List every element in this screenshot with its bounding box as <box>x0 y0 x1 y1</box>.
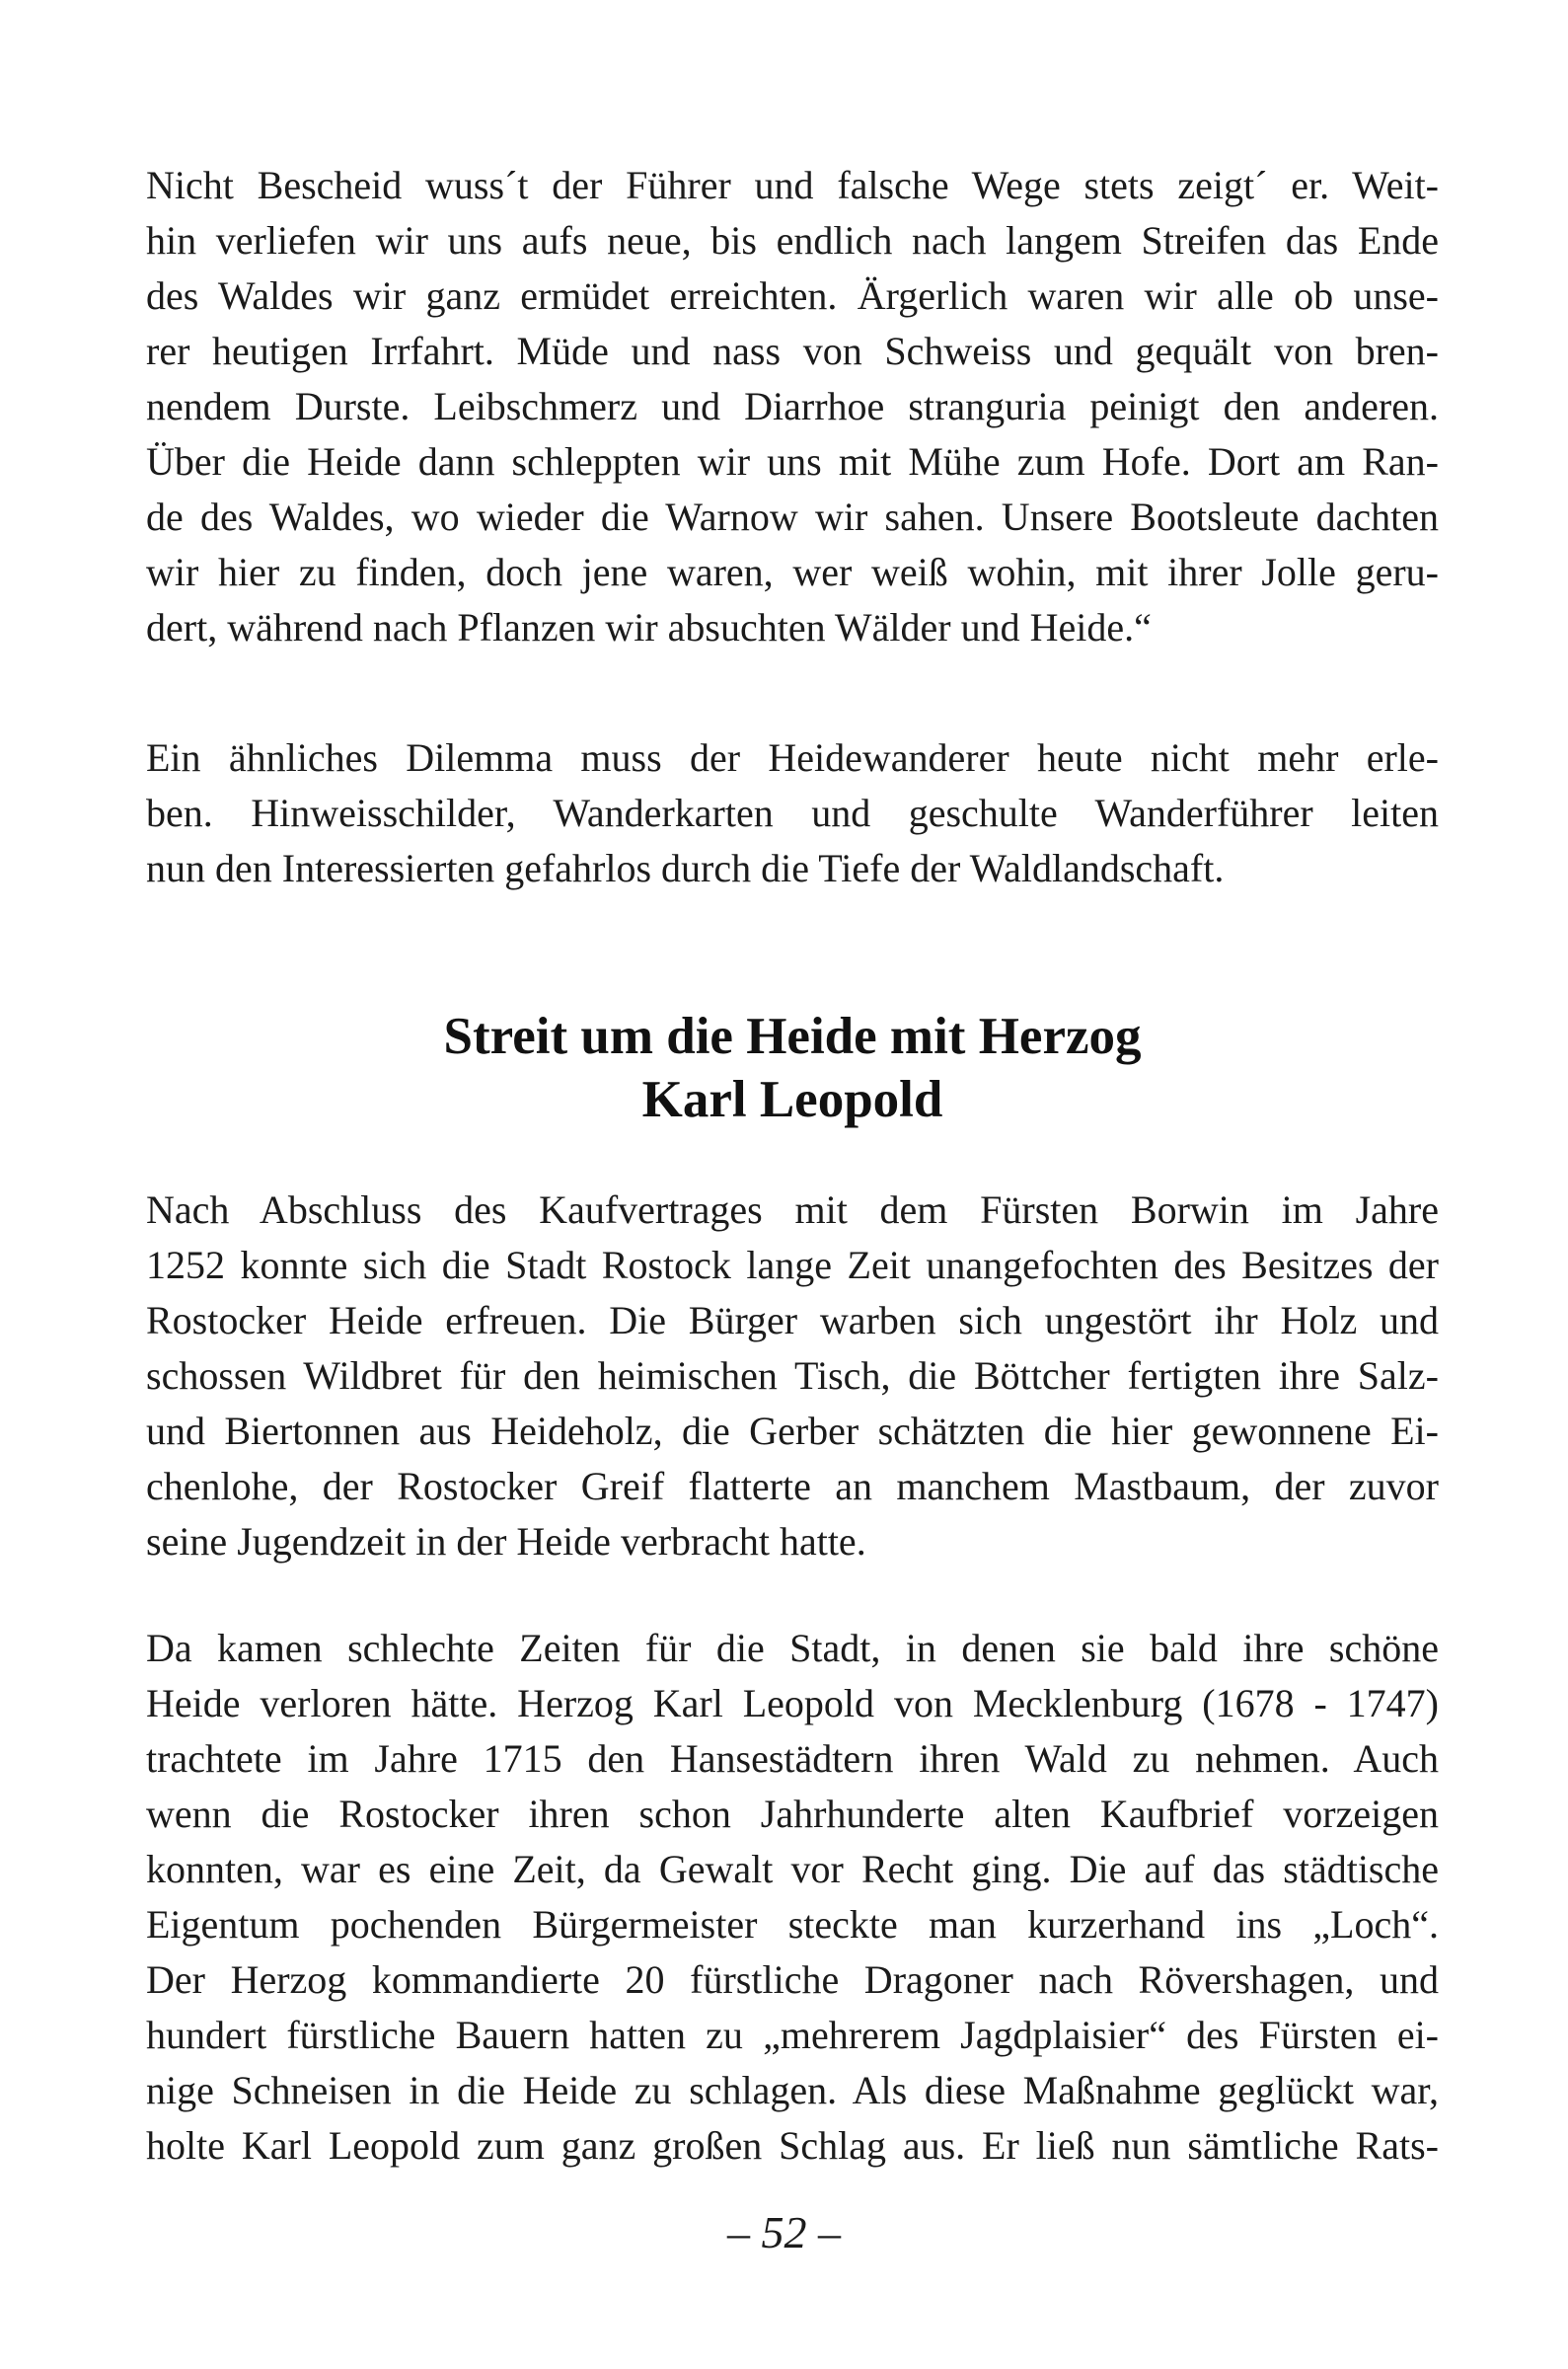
paragraph-kaufvertrag <box>146 1183 1439 1569</box>
text-line: Heide verloren hätte. Herzog Karl Leopold von Mecklenburg (1678 - 1747) <box>146 1681 1439 1725</box>
paragraph-quote-ending <box>146 158 1439 655</box>
page-number: – 52 – <box>727 2207 841 2257</box>
heading-line-2: Karl Leopold <box>641 1071 943 1128</box>
paragraph-schlechte-zeiten <box>146 1621 1439 2174</box>
text-line: Nicht Bescheid wuss´t der Führer und falsche Wege stets zeigt´ er. Weit- <box>146 163 1439 207</box>
text-line: konnten, war es eine Zeit, da Gewalt vor Recht ging. Die auf das städtische <box>146 1847 1439 1891</box>
text-line: hundert fürstliche Bauern hatten zu „mehrerem Jagdplaisier“ des Fürsten ei- <box>146 2013 1439 2057</box>
text-line: nige Schneisen in die Heide zu schlagen. Als diese Maßnahme geglückt war, <box>146 2068 1439 2112</box>
text-line: hin verliefen wir uns aufs neue, bis endlich nach langem Streifen das Ende <box>146 218 1439 263</box>
text-line: wenn die Rostocker ihren schon Jahrhunderte alten Kaufbrief vorzeigen <box>146 1792 1439 1836</box>
text-line: schossen Wildbret für den heimischen Tisch, die Böttcher fertigten ihre Salz- <box>146 1353 1439 1398</box>
text-line: nun den Interessierten gefahrlos durch die Tiefe der Waldlandschaft. <box>146 846 1225 890</box>
section-heading <box>146 1005 1439 1131</box>
text-line: Nach Abschluss des Kaufvertrages mit dem Fürsten Borwin im Jahre <box>146 1187 1439 1232</box>
text-line: holte Karl Leopold zum ganz großen Schlag aus. Er ließ nun sämtliche Rats- <box>146 2123 1439 2168</box>
text-line: und Biertonnen aus Heideholz, die Gerber schätzten die hier gewonnene Ei- <box>146 1409 1439 1453</box>
text-line: wir hier zu finden, doch jene waren, wer weiß wohin, mit ihrer Jolle geru- <box>146 550 1439 594</box>
paragraph-dilemma <box>146 730 1439 896</box>
text-line: Rostocker Heide erfreuen. Die Bürger warben sich ungestört ihr Holz und <box>146 1298 1439 1342</box>
text-line: Der Herzog kommandierte 20 fürstliche Dragoner nach Rövershagen, und <box>146 1957 1439 2002</box>
text-line: des Waldes wir ganz ermüdet erreichten. Ärgerlich waren wir alle ob unse- <box>146 273 1439 318</box>
text-line: Da kamen schlechte Zeiten für die Stadt, in denen sie bald ihre schöne <box>146 1626 1439 1670</box>
text-line: seine Jugendzeit in der Heide verbracht hatte. <box>146 1519 866 1564</box>
text-line: 1252 konnte sich die Stadt Rostock lange Zeit unangefochten des Besitzes der <box>146 1243 1439 1287</box>
text-line: Über die Heide dann schleppten wir uns mit Mühe zum Hofe. Dort am Ran- <box>146 439 1439 484</box>
text-line: Ein ähnliches Dilemma muss der Heidewanderer heute nicht mehr erle- <box>146 735 1439 780</box>
text-line: de des Waldes, wo wieder die Warnow wir sahen. Unsere Bootsleute dachten <box>146 495 1439 539</box>
text-line: Eigentum pochenden Bürgermeister steckte man kurzerhand ins „Loch“. <box>146 1902 1439 1947</box>
text-line: dert, während nach Pflanzen wir absuchten Wälder und Heide.“ <box>146 605 1152 650</box>
text-line: rer heutigen Irrfahrt. Müde und nass von Schweiss und gequält von bren- <box>146 329 1439 373</box>
text-line: trachtete im Jahre 1715 den Hansestädtern ihren Wald zu nehmen. Auch <box>146 1736 1439 1781</box>
heading-line-1: Streit um die Heide mit Herzog <box>443 1008 1142 1065</box>
text-line: chenlohe, der Rostocker Greif flatterte an manchem Mastbaum, der zuvor <box>146 1464 1439 1508</box>
text-line: ben. Hinweisschilder, Wanderkarten und geschulte Wanderführer leiten <box>146 791 1439 835</box>
text-line: nendem Durste. Leibschmerz und Diarrhoe stranguria peinigt den anderen. <box>146 384 1439 428</box>
